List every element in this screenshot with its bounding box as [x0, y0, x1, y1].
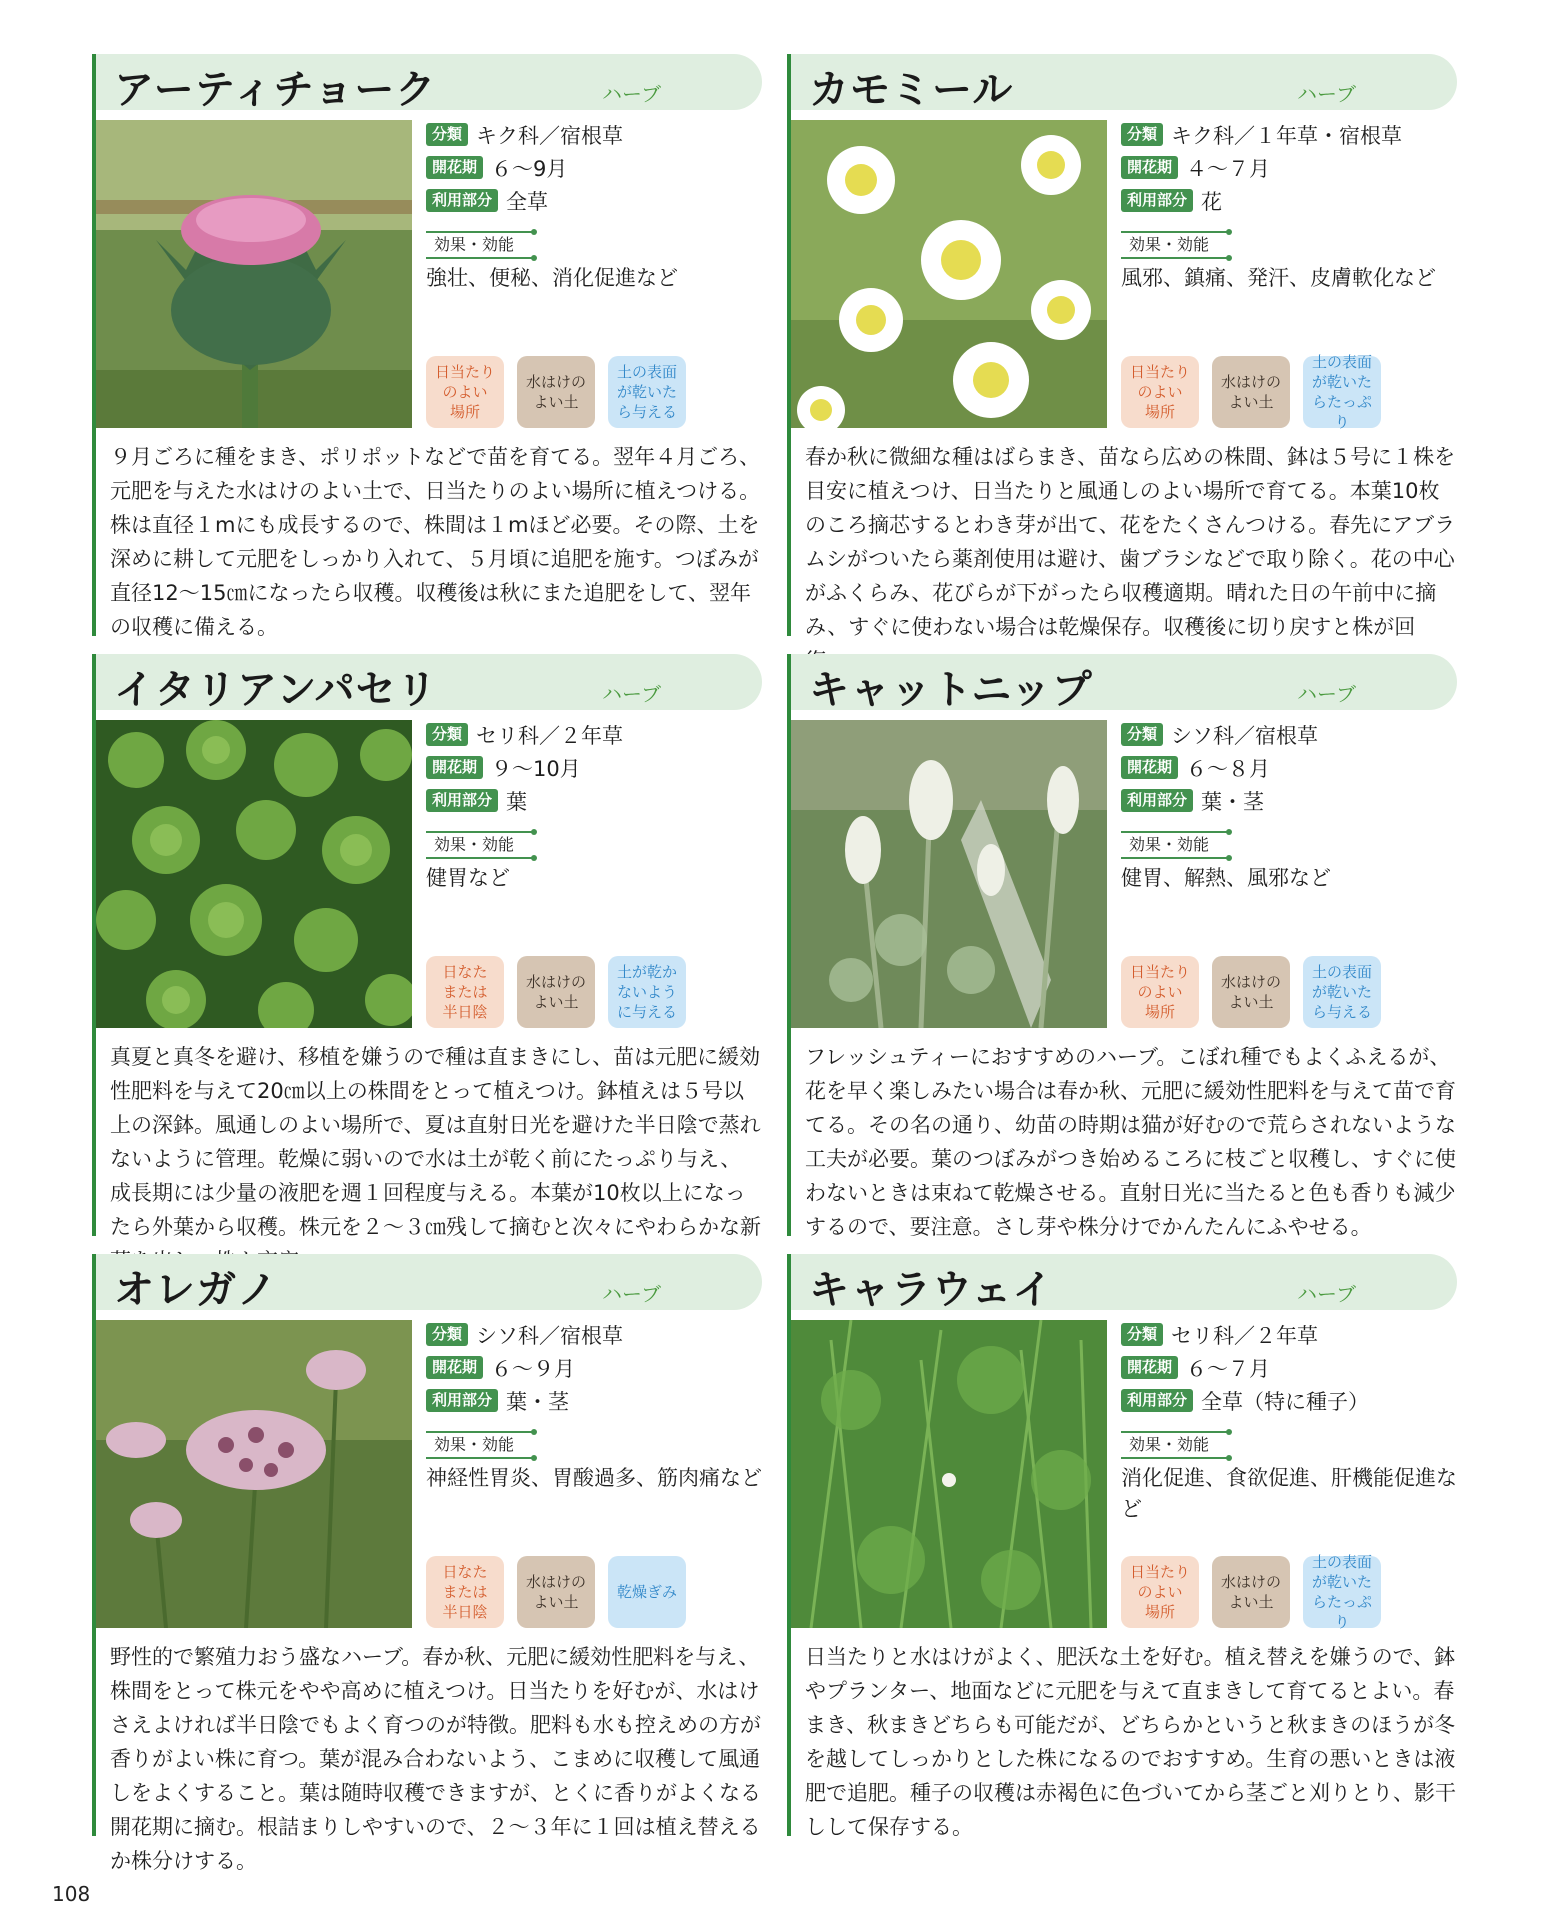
flowering-label: 開花期: [1121, 756, 1178, 779]
sunlight-badge: 日当たり のよい 場所: [426, 356, 504, 428]
effects-text: 健胃など: [426, 866, 510, 890]
herb-card-oregano: [92, 1254, 762, 1873]
herb-category: ハーブ: [602, 82, 661, 106]
classification-value: セリ科／２年草: [476, 723, 624, 748]
effects-heading: 効果・効能: [1121, 231, 1229, 259]
herb-info: [426, 718, 762, 894]
herb-info: [1121, 1318, 1457, 1525]
card-header: [791, 654, 1457, 713]
sunlight-badge: 日なた または 半日陰: [426, 956, 504, 1028]
flowering-value: ４〜７月: [1186, 156, 1271, 181]
herb-card-chamomile: [787, 54, 1457, 639]
classification-value: キク科／宿根草: [476, 123, 624, 148]
flowering-value: ６〜９月: [491, 1356, 576, 1381]
care-description: フレッシュティーにおすすめのハーブ。こぼれ種でもよくふえるが、花を早く楽しみたい場合は春か秋、元肥に緩効性肥料を与えて苗で育てる。その名の通り、幼苗の時期は猫が好むので荒らされないような工夫が必要。葉のつぼみがつき始めるころに枝ごと収穫し、すぐに使わないときは束ねて乾燥させる。直射日光に当たると色も香りも減少するので、要注意。さし芽や株分けでかんたんにふやせる。: [805, 1045, 1456, 1239]
herb-card-artichoke: [92, 54, 762, 639]
usage-value: 全草（特に種子）: [1201, 1389, 1370, 1414]
care-badges: [1121, 956, 1381, 1028]
herb-info: [426, 1318, 762, 1494]
care-badges: [1121, 1553, 1381, 1631]
herb-card-caraway: [787, 1254, 1457, 1839]
sunlight-badge: 日当たり のよい 場所: [1121, 356, 1199, 428]
effects-text: 神経性胃炎、胃酸過多、筋肉痛など: [426, 1466, 762, 1490]
effects-heading: 効果・効能: [1121, 831, 1229, 859]
soil-badge: 水はけの よい土: [517, 1556, 595, 1628]
usage-value: 葉: [506, 789, 528, 814]
effects-text: 強壮、便秘、消化促進など: [426, 266, 678, 290]
herb-title: キャラウェイ: [809, 1267, 1054, 1313]
card-header: [791, 54, 1457, 113]
herb-category: ハーブ: [1297, 82, 1356, 106]
flowering-value: ６〜9月: [491, 156, 568, 181]
flowering-label: 開花期: [426, 156, 483, 179]
sunlight-badge: 日当たり のよい 場所: [1121, 1556, 1199, 1628]
effects-text: 健胃、解熱、風邪など: [1121, 866, 1331, 890]
usage-value: 葉・茎: [506, 1389, 570, 1414]
flowering-label: 開花期: [426, 1356, 483, 1379]
effects-text: 消化促進、食欲促進、肝機能促進など: [1121, 1466, 1457, 1521]
flowering-value: ９〜10月: [491, 756, 581, 781]
herb-category: ハーブ: [1297, 1282, 1356, 1306]
effects-heading: 効果・効能: [426, 831, 534, 859]
effects-text: 風邪、鎮痛、発汗、皮膚軟化など: [1121, 266, 1436, 290]
soil-badge: 水はけの よい土: [517, 956, 595, 1028]
herb-title: キャットニップ: [809, 667, 1093, 713]
flowering-value: ６〜７月: [1186, 1356, 1271, 1381]
herb-photo: [96, 720, 412, 1028]
usage-label: 利用部分: [426, 789, 498, 812]
herb-info: [1121, 718, 1457, 894]
usage-label: 利用部分: [426, 1389, 498, 1412]
care-description: 日当たりと水はけがよく、肥沃な土を好む。植え替えを嫌うので、鉢やプランター、地面などに元肥を与えて直まきして育てるとよい。春まき、秋まきどちらも可能だが、どちらかというと秋まきのほうが冬を越してしっかりとした株になるのでおすすめ。生育の悪いときは液肥で追肥。種子の収穫は赤褐色に色づいてから茎ごと刈りとり、影干しして保存する。: [805, 1645, 1456, 1839]
sunlight-badge: 日なた または 半日陰: [426, 1556, 504, 1628]
herb-title: イタリアンパセリ: [114, 667, 438, 713]
flowering-value: ６〜８月: [1186, 756, 1271, 781]
herb-info: [1121, 118, 1457, 294]
care-badges: [1121, 353, 1381, 431]
classification-label: 分類: [426, 1323, 468, 1346]
herb-info: [426, 118, 762, 294]
soil-badge: 水はけの よい土: [1212, 956, 1290, 1028]
effects-heading: 効果・効能: [426, 231, 534, 259]
herb-title: アーティチョーク: [114, 67, 437, 113]
classification-value: シソ科／宿根草: [1171, 723, 1319, 748]
card-header: [791, 1254, 1457, 1313]
classification-value: セリ科／２年草: [1171, 1323, 1319, 1348]
care-description: 野性的で繁殖力おう盛なハーブ。春か秋、元肥に緩効性肥料を与え、株間をとって株元をやや高めに植えつけ。日当たりを好むが、水はけさえよければ半日陰でもよく育つのが特徴。肥料も水も控えめの方が香りがよい株に育つ。葉が混み合わないよう、こまめに収穫して風通しをよくすること。葉は随時収穫できますが、とくに香りがよくなる開花期に摘む。根詰まりしやすいので、２〜３年に１回は植え替えるか株分けする。: [110, 1645, 761, 1873]
usage-value: 葉・茎: [1201, 789, 1265, 814]
herb-photo: [791, 1320, 1107, 1628]
watering-badge: 乾燥ぎみ: [608, 1556, 686, 1628]
herb-card-catnip: [787, 654, 1457, 1239]
herb-category: ハーブ: [602, 1282, 661, 1306]
care-description: ９月ごろに種をまき、ポリポットなどで苗を育てる。翌年４月ごろ、元肥を与えた水はけのよい土で、日当たりのよい場所に植えつける。株は直径１mにも成長するので、株間は１mほど必要。その際、土を深めに耕して元肥をしっかり入れて、５月頃に追肥を施す。つぼみが直径12〜15㎝になったら収穫。収穫後は秋にまた追肥をして、翌年の収穫に備える。: [110, 445, 761, 639]
herb-category: ハーブ: [1297, 682, 1356, 706]
sunlight-badge: 日当たり のよい 場所: [1121, 956, 1199, 1028]
care-description: 春か秋に微細な種はばらまき、苗なら広めの株間、鉢は５号に１株を目安に植えつけ、日当たりと風通しのよい場所で育てる。本葉10枚のころ摘芯するとわき芽が出て、花をたくさんつける。春先にアブラムシがついたら薬剤使用は避け、歯ブラシなどで取り除く。花の中心がふくらみ、花びらが下がったら収穫適期。晴れた日の午前中に摘み、すぐに使わない場合は乾燥保存。収穫後に切り戻すと株が回: [805, 445, 1456, 639]
watering-badge: 土の表面 が乾いた ら与える: [608, 356, 686, 428]
herb-card-italian-parsley: [92, 654, 762, 1239]
herb-title: オレガノ: [114, 1267, 278, 1313]
flowering-label: 開花期: [1121, 156, 1178, 179]
care-badges: [426, 956, 686, 1028]
card-header: [96, 1254, 762, 1313]
watering-badge: 土の表面 が乾いた らたっぷり: [1303, 356, 1381, 428]
care-badges: [426, 356, 686, 428]
soil-badge: 水はけの よい土: [517, 356, 595, 428]
soil-badge: 水はけの よい土: [1212, 1556, 1290, 1628]
herb-title: カモミール: [809, 67, 1014, 113]
usage-label: 利用部分: [1121, 189, 1193, 212]
care-badges: [426, 1556, 686, 1628]
classification-value: シソ科／宿根草: [476, 1323, 624, 1348]
effects-heading: 効果・効能: [426, 1431, 534, 1459]
usage-label: 利用部分: [426, 189, 498, 212]
page-number: 108: [52, 1882, 91, 1906]
herb-photo: [791, 120, 1107, 428]
card-header: [96, 654, 762, 713]
watering-badge: 土の表面 が乾いた らたっぷり: [1303, 1556, 1381, 1628]
flowering-label: 開花期: [426, 756, 483, 779]
usage-value: 全草: [506, 189, 549, 214]
classification-label: 分類: [426, 723, 468, 746]
usage-label: 利用部分: [1121, 789, 1193, 812]
effects-heading: 効果・効能: [1121, 1431, 1229, 1459]
usage-label: 利用部分: [1121, 1389, 1193, 1412]
card-header: [96, 54, 762, 113]
watering-badge: 土が乾か ないよう に与える: [608, 956, 686, 1028]
classification-label: 分類: [1121, 1323, 1163, 1346]
usage-value: 花: [1201, 189, 1223, 214]
herb-category: ハーブ: [602, 682, 661, 706]
classification-label: 分類: [1121, 123, 1163, 146]
herb-photo: [96, 1320, 412, 1628]
classification-value: キク科／１年草・宿根草: [1171, 123, 1403, 148]
care-description: 真夏と真冬を避け、移植を嫌うので種は直まきにし、苗は元肥に緩効性肥料を与えて20㎝以上の株間をとって植えつけ。鉢植えは５号以上の深鉢。風通しのよい場所で、夏は直射日光を避けた半日陰で蒸れないように管理。乾燥に弱いので水は土が乾く前にたっぷり与え、成長期には少量の液肥を週１回程度与える。本葉が10枚以上になったら外葉から収穫。株元を２〜３㎝残して摘むと次々にやわらかな新: [110, 1045, 761, 1239]
herb-photo: [791, 720, 1107, 1028]
herb-photo: [96, 120, 412, 428]
watering-badge: 土の表面 が乾いた ら与える: [1303, 956, 1381, 1028]
classification-label: 分類: [426, 123, 468, 146]
soil-badge: 水はけの よい土: [1212, 356, 1290, 428]
classification-label: 分類: [1121, 723, 1163, 746]
flowering-label: 開花期: [1121, 1356, 1178, 1379]
